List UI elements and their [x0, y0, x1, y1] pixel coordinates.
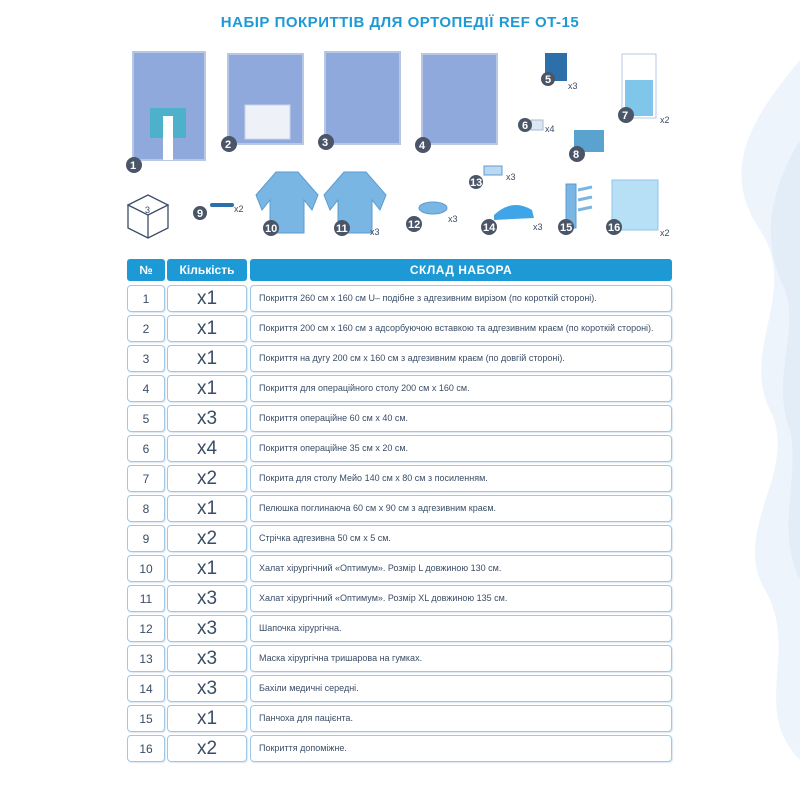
item-5-drape-small [541, 53, 578, 91]
item-label: 13 [470, 177, 483, 189]
item-12-surgical-cap [406, 202, 458, 232]
row-qty: x3 [167, 675, 247, 702]
row-desc: Покриття 200 см х 160 см з адсорбуючою вставкою та адгезивним краєм (по короткій стороні). [250, 315, 672, 342]
item-8-absorbent-pad [569, 130, 604, 162]
row-num: 10 [127, 555, 165, 582]
row-qty: x1 [167, 375, 247, 402]
table-row [127, 705, 672, 732]
row-qty: x4 [167, 435, 247, 462]
item-label: 7 [622, 110, 629, 122]
row-num: 7 [127, 465, 165, 492]
row-qty: x1 [167, 315, 247, 342]
table-row [127, 435, 672, 462]
row-desc: Покриття для операційного столу 200 см х 160 см. [250, 375, 672, 402]
item-16-auxiliary-drape [606, 180, 670, 238]
row-desc: Покрита для столу Мейо 140 см х 80 см з посиленням. [250, 465, 672, 492]
row-num: 1 [127, 285, 165, 312]
item-14-qty: x3 [533, 222, 543, 232]
item-label: 8 [573, 149, 580, 161]
item-10-gown-l [256, 172, 318, 236]
item-label: 1 [130, 160, 137, 172]
table-row [127, 345, 672, 372]
table-row [127, 495, 672, 522]
table-row [127, 645, 672, 672]
item-11-gown-xl [324, 172, 386, 237]
item-7-qty: x2 [660, 115, 670, 125]
row-desc: Шапочка хірургічна. [250, 615, 672, 642]
row-qty: x3 [167, 585, 247, 612]
table-row [127, 675, 672, 702]
table-row [127, 315, 672, 342]
row-qty: x1 [167, 285, 247, 312]
row-qty: x1 [167, 555, 247, 582]
table-row [127, 405, 672, 432]
row-num: 16 [127, 735, 165, 762]
item-9-adhesive-tape [193, 203, 244, 220]
row-desc: Маска хірургічна тришарова на гумках. [250, 645, 672, 672]
row-qty: x2 [167, 525, 247, 552]
table-row [127, 735, 672, 762]
item-label: 11 [336, 223, 348, 235]
row-num: 8 [127, 495, 165, 522]
item-6-drape-mini [518, 118, 555, 134]
row-desc: Покриття на дугу 200 см х 160 см з адгезивним краєм (по довгій стороні). [250, 345, 672, 372]
item-6-qty: x4 [545, 124, 555, 134]
item-13-mask [469, 166, 516, 189]
row-qty: x1 [167, 345, 247, 372]
table-row [127, 555, 672, 582]
row-num: 6 [127, 435, 165, 462]
item-label: 3 [322, 137, 329, 149]
row-qty: x2 [167, 465, 247, 492]
row-desc: Панчоха для пацієнта. [250, 705, 672, 732]
item-3-arc-drape [318, 52, 400, 150]
item-4-table-drape [415, 54, 497, 153]
row-qty: x3 [167, 405, 247, 432]
row-qty: x2 [167, 735, 247, 762]
item-label: 4 [419, 140, 426, 152]
page-title [0, 14, 800, 31]
kit-composition-table [127, 259, 672, 765]
box-icon [128, 195, 168, 238]
kit-illustration [0, 40, 800, 250]
row-desc: Покриття операційне 60 см х 40 см. [250, 405, 672, 432]
item-label: 14 [483, 222, 496, 234]
item-16-qty: x2 [660, 228, 670, 238]
item-label: 2 [225, 139, 232, 151]
row-num: 15 [127, 705, 165, 732]
row-desc: Стрічка адгезивна 50 см х 5 см. [250, 525, 672, 552]
item-label: 15 [560, 222, 573, 234]
item-14-shoe-covers [481, 205, 543, 235]
row-num: 13 [127, 645, 165, 672]
header-desc: СКЛАД НАБОРА [250, 259, 672, 281]
table-row [127, 285, 672, 312]
row-num: 9 [127, 525, 165, 552]
item-12-qty: x3 [448, 214, 458, 224]
row-desc: Покриття операційне 35 см х 20 см. [250, 435, 672, 462]
title-main: НАБІР ПОКРИТТІВ ДЛЯ ОРТОПЕДІЇ [220, 14, 494, 31]
table-body [127, 285, 672, 762]
row-num: 11 [127, 585, 165, 612]
row-num: 3 [127, 345, 165, 372]
row-qty: x3 [167, 615, 247, 642]
table-row [127, 465, 672, 492]
row-desc: Пелюшка поглинаюча 60 см х 90 см з адгезивним краєм. [250, 495, 672, 522]
row-qty: x1 [167, 705, 247, 732]
item-label: 5 [545, 74, 552, 86]
item-2-drape-insert [221, 54, 303, 152]
table-row [127, 375, 672, 402]
row-desc: Халат хірургічний «Оптимум». Розмір L довжиною 130 см. [250, 555, 672, 582]
item-15-stocking [558, 184, 592, 235]
row-num: 2 [127, 315, 165, 342]
row-desc: Халат хірургічний «Оптимум». Розмір XL довжиною 135 см. [250, 585, 672, 612]
row-num: 4 [127, 375, 165, 402]
title-ref: REF OT-15 [498, 14, 580, 31]
row-num: 12 [127, 615, 165, 642]
item-label: 12 [408, 219, 421, 231]
item-label: 16 [608, 222, 621, 234]
header-qty: Кількість [167, 259, 247, 281]
row-qty: x3 [167, 645, 247, 672]
row-desc: Покриття допоміжне. [250, 735, 672, 762]
header-num: № [127, 259, 165, 281]
item-5-qty: x3 [568, 81, 578, 91]
row-desc: Бахіли медичні середні. [250, 675, 672, 702]
row-desc: Покриття 260 см х 160 см U– подібне з адгезивним вирізом (по короткій стороні). [250, 285, 672, 312]
item-9-qty: x2 [234, 204, 244, 214]
row-num: 5 [127, 405, 165, 432]
item-1-u-drape [126, 52, 205, 173]
row-qty: x1 [167, 495, 247, 522]
table-row [127, 525, 672, 552]
box-label: 3 [145, 205, 151, 215]
row-num: 14 [127, 675, 165, 702]
item-13-qty: x3 [506, 172, 516, 182]
item-label: 10 [265, 223, 278, 235]
item-label: 6 [522, 120, 529, 132]
item-11-qty: x3 [370, 227, 380, 237]
item-label: 9 [197, 208, 204, 220]
table-header [127, 259, 672, 281]
table-row [127, 585, 672, 612]
item-7-mayo-cover [618, 54, 670, 125]
table-row [127, 615, 672, 642]
